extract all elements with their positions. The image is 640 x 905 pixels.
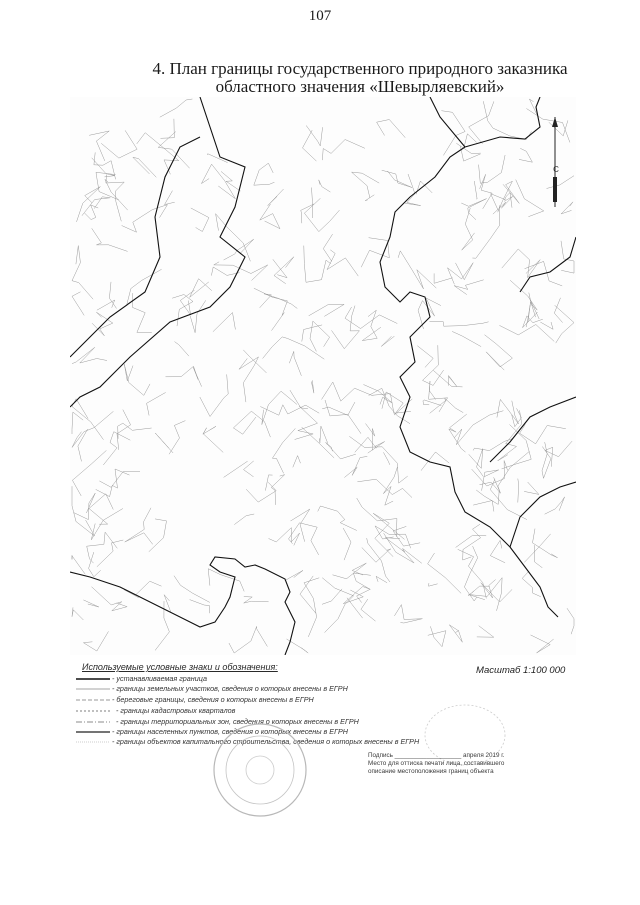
parcel-line	[246, 482, 276, 502]
parcel-line	[480, 174, 493, 208]
legend-item-label: - границы земельных участков, сведения о которых внесены в ЕГРН	[112, 684, 348, 693]
parcel-line	[469, 449, 484, 477]
map-frame	[70, 97, 576, 655]
parcel-line	[234, 514, 254, 525]
parcel-line	[322, 382, 374, 401]
parcel-line	[211, 267, 239, 276]
parcel-line	[103, 432, 130, 465]
parcel-line	[482, 470, 499, 491]
parcel-line	[274, 257, 294, 284]
parcel-line	[323, 234, 332, 261]
parcel-line	[92, 228, 128, 251]
parcel-line	[472, 205, 499, 258]
parcel-line	[147, 392, 166, 415]
parcel-line	[304, 198, 339, 231]
parcel-line	[318, 506, 357, 531]
parcel-line	[72, 486, 95, 536]
parcel-line	[208, 569, 244, 592]
parcel-line	[381, 336, 394, 346]
parcel-line	[512, 408, 522, 426]
parcel-line	[302, 325, 322, 342]
parcel-line	[319, 180, 331, 192]
parcel-line	[263, 337, 325, 359]
title-line-2: областного значения «Шевырляевский»	[215, 77, 505, 96]
parcel-line	[349, 436, 407, 483]
parcel-line	[190, 300, 206, 332]
parcel-line	[83, 600, 99, 607]
parcel-line	[456, 535, 487, 547]
parcel-line	[344, 456, 367, 477]
parcel-line	[434, 273, 453, 283]
parcel-line	[483, 101, 531, 139]
parcel-line	[479, 155, 506, 183]
boundary-top-left	[70, 97, 245, 407]
legend-item-label: - границы населенных пунктов, сведения о которых внесены в ЕГРН	[112, 727, 348, 736]
legend-heading: Используемые условные знаки и обозначения:	[82, 662, 278, 672]
parcel-line	[72, 399, 104, 440]
parcel-line	[229, 626, 268, 653]
parcel-line	[491, 194, 506, 211]
parcel-line	[124, 364, 150, 395]
parcel-line	[165, 191, 175, 205]
parcel-line	[290, 390, 308, 409]
parcel-line	[127, 269, 162, 305]
parcel-line	[417, 346, 433, 368]
parcel-line	[262, 391, 297, 424]
parcel-line	[325, 400, 361, 434]
parcel-line	[353, 573, 371, 603]
parcel-line	[87, 532, 118, 563]
parcel-line	[244, 597, 269, 604]
parcel-line	[519, 148, 532, 162]
parcel-line	[476, 477, 499, 504]
parcel-line	[208, 154, 228, 163]
parcel-line	[155, 433, 173, 453]
parcel-line	[502, 249, 540, 278]
parcel-line	[490, 479, 527, 520]
parcel-line	[322, 140, 365, 161]
parcel-line	[343, 528, 351, 560]
parcel-line	[302, 427, 335, 458]
parcel-line	[89, 131, 109, 161]
parcel-line	[72, 246, 93, 300]
parcel-line	[244, 461, 254, 477]
parcel-line	[289, 523, 319, 555]
parcel-line	[180, 290, 194, 315]
parcel-line	[477, 626, 494, 638]
parcel-line	[293, 456, 301, 468]
page-title	[120, 60, 600, 96]
parcel-line	[72, 555, 85, 574]
title-line-1: 4. План границы государственного природного заказника	[152, 59, 568, 78]
page-number: 107	[308, 8, 332, 24]
parcel-line	[363, 385, 392, 405]
parcel-line	[304, 578, 319, 637]
boundary-bottom-left	[70, 557, 295, 655]
parcel-line	[524, 482, 539, 494]
parcel-line	[473, 501, 494, 512]
parcel-line	[549, 120, 568, 135]
parcel-line	[201, 164, 235, 199]
legend-item-label: - границы территориальных зон, сведения о которых внесены в ЕГРН	[116, 717, 359, 726]
parcel-line	[332, 306, 360, 349]
parcel-line	[454, 411, 503, 445]
parcel-line	[375, 526, 411, 548]
parcel-line	[498, 181, 520, 212]
legend-item-label: - границы объектов капитального строительства, сведения о которых внесены в ЕГРН	[112, 737, 420, 746]
legend-item-label: - границы кадастровых кварталов	[116, 706, 236, 715]
parcel-line	[366, 424, 375, 451]
parcel-line	[97, 540, 123, 567]
parcel-line	[322, 402, 355, 415]
parcel-line	[271, 475, 284, 505]
parcel-line	[524, 534, 550, 563]
signature-line-2: Место для оттиска печати лица, составившего	[368, 760, 505, 767]
parcel-line	[190, 279, 212, 298]
parcel-line	[117, 410, 131, 450]
parcel-line	[122, 205, 168, 233]
boundary-lower-right	[510, 482, 576, 547]
parcel-line	[545, 497, 565, 514]
parcel-line	[555, 305, 574, 343]
boundary-top-right-diagonal	[430, 97, 465, 147]
north-arrow-label: С	[553, 165, 559, 174]
parcel-line	[272, 428, 295, 473]
parcel-line	[481, 580, 512, 603]
parcel-line	[285, 570, 303, 580]
parcel-line	[561, 202, 573, 214]
parcel-line	[355, 437, 385, 453]
parcel-line	[540, 322, 553, 329]
parcel-line	[213, 313, 236, 332]
parcel-line	[160, 99, 193, 117]
parcel-line	[158, 132, 189, 169]
parcel-line	[490, 540, 505, 562]
signature-line-3: описание местоположения границ объекта	[368, 768, 494, 775]
parcel-line	[175, 342, 189, 357]
parcel-line	[82, 197, 110, 216]
parcel-line	[149, 519, 167, 552]
parcel-line	[518, 479, 519, 503]
parcel-line	[361, 599, 376, 621]
parcel-line	[78, 429, 88, 461]
parcel-line	[96, 469, 130, 497]
parcel-line	[85, 205, 99, 220]
parcel-line	[254, 163, 275, 185]
parcel-line	[269, 528, 300, 546]
parcel-line	[72, 412, 83, 434]
parcel-line	[533, 529, 558, 558]
parcel-line	[169, 421, 185, 455]
parcel-line	[382, 170, 412, 187]
parcel-line	[312, 188, 313, 219]
parcel-line	[295, 406, 318, 440]
parcel-line	[105, 179, 128, 210]
parcel-line	[428, 626, 446, 646]
parcel-line	[461, 199, 486, 220]
signature-line-1: Подпись ___________________ апреля 2019 г.	[368, 752, 505, 759]
parcel-line	[260, 405, 319, 415]
parcel-line	[289, 351, 301, 376]
parcel-line	[191, 208, 209, 232]
parcel-line	[385, 538, 422, 564]
parcel-line	[485, 335, 513, 370]
parcel-line	[376, 576, 387, 583]
parcel-line	[383, 467, 397, 505]
parcel-line	[423, 345, 444, 385]
parcel-line	[72, 411, 113, 447]
parcel-line	[421, 452, 449, 471]
parcel-line	[322, 578, 353, 633]
parcel-line	[92, 587, 128, 611]
parcel-line	[449, 625, 462, 642]
parcel-line	[304, 246, 331, 283]
parcel-line	[423, 400, 441, 406]
parcel-line	[526, 109, 570, 143]
parcel-line	[333, 563, 367, 579]
boundary-right-edge	[520, 237, 576, 292]
parcel-line	[429, 583, 438, 586]
parcel-line	[83, 631, 108, 651]
parcel-line	[268, 189, 284, 206]
parcel-line	[454, 280, 484, 295]
boundary-top-right	[465, 97, 540, 147]
parcel-line	[357, 479, 412, 497]
parcel-line	[260, 204, 280, 229]
parcel-line	[309, 304, 344, 316]
parcel-line	[526, 302, 531, 327]
parcel-line	[394, 605, 422, 623]
parcel-line	[243, 350, 266, 373]
parcel-line	[393, 526, 420, 546]
parcel-line	[97, 300, 115, 310]
parcel-line	[260, 294, 298, 309]
parcel-line	[531, 635, 554, 653]
parcel-line	[361, 238, 389, 268]
legend-item-label: - устанавливаемая граница	[112, 674, 207, 683]
parcel-line	[133, 157, 156, 177]
parcel-line	[530, 299, 539, 319]
parcel-line	[72, 607, 83, 620]
parcel-line	[416, 181, 432, 194]
parcel-line	[306, 126, 322, 147]
parcel-line	[469, 101, 494, 143]
parcel-line	[474, 181, 477, 199]
parcel-line	[377, 120, 406, 138]
parcel-line	[221, 171, 241, 191]
parcel-line	[224, 239, 254, 260]
parcel-line	[567, 608, 574, 634]
parcel-line	[101, 130, 137, 158]
parcel-line	[303, 130, 317, 161]
parcel-line	[561, 241, 574, 273]
map-scale: Масштаб 1:100 000	[476, 665, 566, 676]
parcel-line	[352, 172, 380, 198]
parcel-line	[291, 509, 310, 542]
parcel-line	[463, 524, 481, 560]
parcel-line	[190, 600, 210, 614]
parcel-line	[398, 251, 436, 289]
parcel-line	[430, 322, 489, 327]
parcel-line	[301, 204, 314, 223]
boundary-right-mid	[490, 397, 576, 462]
legend-item-label: - береговые границы, сведения о которых внесены в ЕГРН	[112, 695, 314, 704]
parcel-line	[542, 442, 551, 478]
parcel-line	[166, 366, 202, 386]
parcel-line	[428, 553, 462, 593]
parcel-line	[72, 292, 84, 316]
parcel-line	[327, 250, 358, 276]
parcel-line	[448, 263, 474, 285]
parcel-line	[516, 180, 544, 217]
parcel-line	[473, 439, 512, 451]
parcel-line	[429, 381, 448, 412]
parcel-line	[357, 498, 397, 537]
parcel-line	[124, 581, 161, 598]
parcel-line	[554, 298, 562, 323]
parcel-line	[499, 325, 554, 342]
parcel-line	[174, 576, 210, 603]
parcel-line	[547, 176, 575, 189]
parcel-line	[125, 508, 153, 545]
parcel-line	[456, 143, 480, 154]
parcel-line	[161, 119, 175, 139]
parcel-line	[74, 493, 96, 520]
parcel-line	[326, 442, 356, 459]
parcel-line	[464, 546, 477, 601]
parcel-line	[458, 549, 487, 598]
parcel-line	[200, 374, 228, 416]
parcel-line	[468, 586, 489, 596]
parcel-line	[472, 461, 508, 487]
parcel-line	[137, 133, 179, 175]
parcel-line	[319, 426, 327, 444]
parcel-line	[89, 552, 101, 577]
parcel-line	[452, 331, 481, 346]
parcel-line	[545, 441, 572, 467]
parcel-line	[203, 426, 223, 452]
parcel-line	[311, 380, 314, 393]
parcel-line	[72, 450, 106, 496]
boundary-right-region	[380, 147, 558, 617]
parcel-line	[239, 357, 259, 402]
stamp-seal	[210, 720, 310, 820]
map-canvas	[70, 97, 576, 655]
parcel-line	[430, 398, 464, 413]
parcel-linework	[72, 99, 574, 653]
main-boundaries	[70, 97, 576, 655]
parcel-line	[462, 208, 475, 250]
parcel-line	[449, 414, 467, 452]
parcel-line	[99, 472, 140, 488]
parcel-line	[498, 410, 522, 461]
parcel-line	[322, 589, 342, 604]
boundary-left-mid	[70, 137, 200, 357]
signature-block	[368, 752, 578, 776]
north-arrow	[552, 117, 559, 207]
parcel-line	[523, 312, 543, 328]
